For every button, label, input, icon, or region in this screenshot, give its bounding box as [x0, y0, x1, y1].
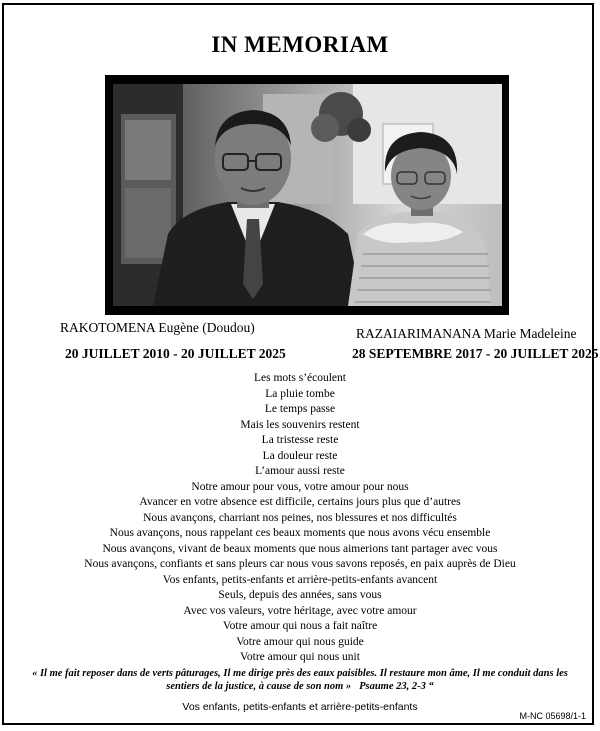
reference-code: M-NC 05698/1-1 — [519, 711, 586, 721]
poem-line: Avec vos valeurs, votre héritage, avec votre amour — [183, 604, 417, 617]
right-person-dates: 28 SEPTEMBRE 2017 - 20 JUILLET 2025 — [352, 346, 599, 361]
page-title: IN MEMORIAM — [211, 32, 389, 57]
poem — [0, 371, 600, 666]
signature: Vos enfants, petits-enfants et arrière-petits-enfants — [182, 701, 418, 713]
poem-line: Nous avançons, nous rappelant ces beaux moments que nous avons vécu ensemble — [109, 527, 491, 539]
poem-line: Mais les souvenirs restent — [240, 418, 360, 431]
poem-line: Les mots s’écoulent — [254, 372, 346, 384]
left-person-name: RAKOTOMENA Eugène (Doudou) — [60, 320, 255, 335]
poem-line: La tristesse reste — [261, 434, 339, 446]
memorial-photo — [113, 84, 502, 306]
poem-line: La pluie tombe — [265, 387, 335, 400]
bible-quote — [30, 667, 570, 693]
poem-line: Le temps passe — [264, 403, 336, 415]
poem-line: Vos enfants, petits-enfants et arrière-petits-enfants avancent — [162, 573, 438, 586]
poem-line: L’amour aussi reste — [255, 465, 345, 477]
poem-line: Nous avançons, vivant de beaux moments que nous aimerions tant partager avec vous — [102, 542, 498, 555]
poem-line: Nous avançons, charriant nos peines, nos blessures et nos difficultés — [143, 511, 457, 524]
poem-line: Nous avançons, confiants et sans pleurs car nous vous savons reposés, en paix auprès de Dieu — [84, 558, 516, 570]
quote-reference: Psaume 23, 2-3 “ — [359, 681, 434, 692]
poem-line: Seuls, depuis des années, sans vous — [218, 589, 382, 601]
poem-line: Votre amour qui nous unit — [240, 651, 360, 663]
poem-line: La douleur reste — [262, 449, 338, 462]
poem-line: Avancer en votre absence est difficile, certains jours plus que d’autres — [139, 496, 461, 508]
poem-line: Notre amour pour vous, votre amour pour nous — [191, 480, 409, 493]
poem-line: Votre amour qui nous a fait naître — [222, 620, 378, 632]
poem-line: Votre amour qui nous guide — [236, 635, 364, 648]
quote-text: « Il me fait reposer dans de verts pâturages, Il me dirige près des eaux paisibles. Il restaure mon âme, Il me conduit dans les sentiers de la justice, à cause de son nom » — [32, 668, 568, 692]
left-person-dates: 20 JUILLET 2010 - 20 JUILLET 2025 — [65, 346, 286, 361]
right-person-name: RAZAIARIMANANA Marie Madeleine — [356, 326, 577, 341]
